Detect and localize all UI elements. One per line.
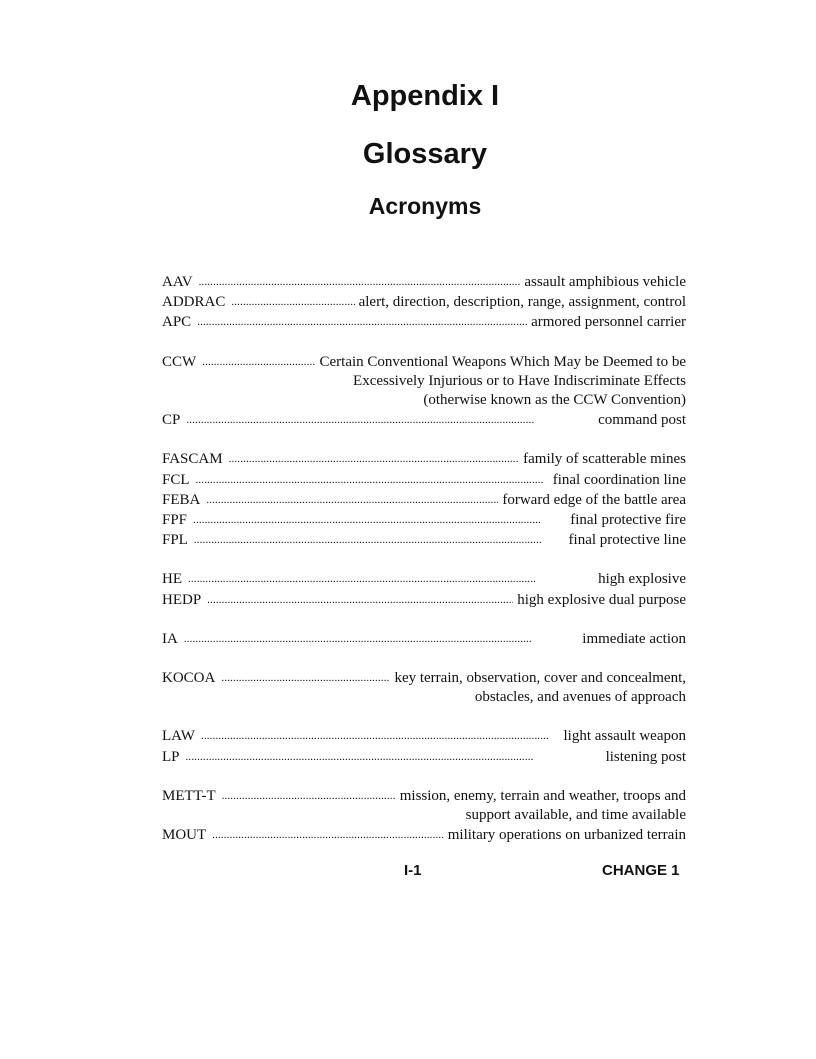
acronym-definition: final protective line	[568, 532, 686, 549]
acronym-entry	[162, 292, 686, 312]
acronym-entry	[162, 629, 686, 649]
acronym-entry	[162, 490, 686, 510]
acronym-group	[162, 668, 686, 707]
acronym-definition-continuation: obstacles, and avenues of approach	[474, 689, 686, 706]
acronym-entry	[162, 825, 686, 845]
acronym-definition: light assault weapon	[563, 728, 686, 745]
acronym-term: FPL	[162, 532, 188, 549]
dot-leader	[186, 410, 594, 430]
acronym-list	[162, 272, 686, 864]
glossary-title: Glossary	[362, 138, 488, 170]
acronym-term: HEDP	[162, 591, 202, 608]
acronym-group	[162, 726, 686, 766]
acronym-entry	[162, 530, 686, 550]
acronym-definition: alert, direction, description, range, assignment, control	[358, 294, 686, 311]
acronym-entry	[162, 786, 686, 806]
acronym-term: KOCOA	[162, 670, 216, 687]
dot-leader	[186, 747, 602, 767]
acronym-definition: high explosive	[598, 571, 686, 588]
acronym-group	[162, 272, 686, 333]
acronym-definition: listening post	[605, 748, 686, 765]
acronym-group	[162, 569, 686, 609]
dot-leader	[193, 510, 566, 530]
dot-leader	[212, 825, 444, 845]
acronym-definition: family of scatterable mines	[523, 451, 686, 468]
acronym-definition: key terrain, observation, cover and concealment,	[394, 670, 686, 687]
acronym-term: FPF	[162, 512, 188, 529]
acronym-definition-continuation: support available, and time available	[465, 807, 686, 824]
acronym-definition: immediate action	[582, 630, 686, 647]
acronym-entry	[162, 470, 686, 490]
acronym-definition: forward edge of the battle area	[502, 491, 686, 508]
acronym-definition: final coordination line	[552, 471, 686, 488]
acronym-definition: assault amphibious vehicle	[524, 274, 686, 290]
acronym-entry	[162, 272, 686, 292]
acronym-term: APC	[162, 314, 192, 331]
dot-leader	[229, 449, 520, 469]
acronym-term: CCW	[162, 353, 197, 370]
dot-leader	[206, 490, 498, 510]
acronym-definition-continuation: (otherwise known as the CCW Convention)	[423, 392, 686, 409]
dot-leader	[221, 668, 390, 688]
acronym-term: ADDRAC	[162, 294, 226, 311]
acronym-entry	[162, 352, 686, 372]
acronym-term: FEBA	[162, 491, 201, 508]
section-title: Acronyms	[368, 193, 482, 219]
acronym-definition: high explosive dual purpose	[517, 591, 686, 608]
acronym-definition: command post	[598, 412, 686, 429]
acronym-term: LAW	[162, 728, 195, 745]
acronym-definition-continuation: Excessively Injurious or to Have Indiscriminate Effects	[353, 372, 686, 389]
appendix-title: Appendix I	[350, 80, 500, 112]
dot-leader	[199, 272, 521, 292]
dot-leader	[196, 470, 549, 490]
acronym-definition: final protective fire	[570, 512, 686, 529]
acronym-entry	[162, 312, 686, 332]
acronym-term: MOUT	[162, 827, 207, 844]
page-number: I-1	[404, 862, 422, 879]
acronym-term: HE	[162, 571, 182, 588]
acronym-entry	[162, 590, 686, 610]
acronym-entry	[162, 510, 686, 530]
acronym-term: CP	[162, 412, 181, 429]
dot-leader	[188, 569, 594, 589]
dot-leader	[202, 352, 315, 372]
acronym-group	[162, 352, 686, 431]
acronym-entry	[162, 449, 686, 469]
dot-leader	[231, 292, 354, 312]
acronym-entry	[162, 569, 686, 589]
dot-leader	[222, 786, 396, 806]
acronym-term: FASCAM	[162, 451, 223, 468]
dot-leader	[194, 530, 565, 550]
acronym-term: AAV	[162, 274, 193, 290]
dot-leader	[197, 312, 527, 332]
acronym-term: LP	[162, 748, 180, 765]
acronym-entry	[162, 726, 686, 746]
acronym-entry	[162, 747, 686, 767]
acronym-group	[162, 786, 686, 846]
dot-leader	[207, 590, 513, 610]
acronym-definition: armored personnel carrier	[531, 314, 686, 331]
dot-leader	[201, 726, 560, 746]
acronym-definition: military operations on urbanized terrain	[447, 827, 686, 844]
acronym-definition: Certain Conventional Weapons Which May be Deemed to be	[319, 353, 686, 370]
acronym-group	[162, 629, 686, 649]
acronym-term: FCL	[162, 471, 190, 488]
acronym-definition: mission, enemy, terrain and weather, troops and	[399, 787, 686, 804]
acronym-group	[162, 449, 686, 550]
change-notice: CHANGE 1	[602, 862, 680, 879]
acronym-term: METT-T	[162, 787, 216, 804]
acronym-term: IA	[162, 630, 178, 647]
dot-leader	[184, 629, 578, 649]
acronym-entry	[162, 668, 686, 688]
acronym-entry	[162, 410, 686, 430]
